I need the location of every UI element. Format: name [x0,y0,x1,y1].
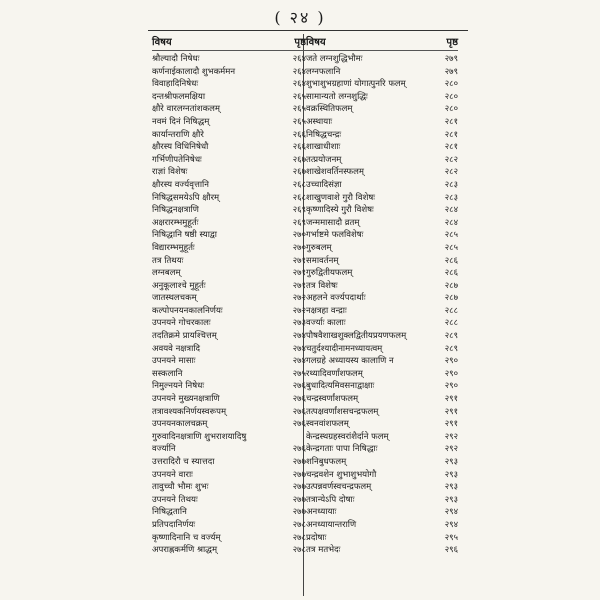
entry-subject: उपनयनकालचक्रम् [152,419,208,430]
entry-subject: वर्ज्याः कालाः [306,318,346,329]
entry-subject: केन्द्रस्थग्रहस्वरांशैर्दाने फलम् [306,431,389,442]
entry-subject: सस्कलानि [152,368,183,379]
entry-subject: क्षौरस्य विधिनिषेधौ [152,142,209,153]
entry-page-number: २८६ [444,268,458,279]
entry-subject: गुरुद्वितीयफलम् [306,268,353,279]
index-entry [152,267,306,280]
entry-page-number: २७२ [292,293,306,304]
entry-page-number: २८० [444,79,458,90]
index-entry [306,280,458,293]
entry-subject: क्षौरस्य वर्ज्यवृत्तानि [152,179,209,190]
entry-subject: क्षौरे वारलग्नतांशकलम् [152,104,220,115]
entry-subject: जन्ममासादौ व्रतम् [306,217,360,228]
entry-page-number: २७५ [292,368,306,379]
index-entry [306,217,458,230]
entry-subject: प्रदोषाः [306,532,327,543]
entry-page-number: २७७ [292,469,306,480]
index-entry [152,292,306,305]
entry-subject: स्वनवांशफलम् [306,419,349,430]
entry-page-number: २६६ [292,129,306,140]
entry-page-number: २८१ [444,116,458,127]
index-entry [306,456,458,469]
entry-subject: शनिबुधफलम् [306,457,347,467]
entry-page-number: २६८ [292,179,306,190]
left-column-header [152,36,306,51]
entry-page-number: २६६ [292,142,306,153]
entry-subject: तत्रावश्यकनिर्णयस्वरूपम् [152,406,227,417]
entry-page-number: २७७ [292,494,306,505]
entry-page-number: २७१ [292,268,306,279]
entry-subject: वक्रस्थितिफलम् [306,104,353,115]
entry-page-number: २६७ [292,167,306,178]
entry-subject: अनध्यायान्तराणि [306,519,357,530]
entry-page-number: २९२ [444,444,458,455]
entry-page-number: २६४ [292,66,306,77]
index-entry [152,242,306,255]
entry-page-number: २७६ [292,394,306,405]
entry-page-number: २९३ [444,494,458,505]
index-entry [306,53,458,66]
entry-page-number: २६७ [292,154,306,165]
entry-page-number: २६५ [292,116,306,127]
entry-page-number: २७८ [292,532,306,543]
left-column [152,36,306,557]
entry-page-number: २८२ [444,154,458,165]
index-entry [152,380,306,393]
entry-page-number: २७९ [444,66,458,77]
index-entry [306,393,458,406]
entry-page-number: २७४ [292,356,306,367]
page-number: ( २४ ) [274,8,326,27]
index-entry [306,506,458,519]
entry-page-number: २९४ [444,519,458,530]
index-entry [306,78,458,91]
entry-page-number: २९३ [444,482,458,493]
entry-subject: गर्भिणीपतेनिषेधः [152,154,202,165]
index-entry [152,141,306,154]
index-entry [306,179,458,192]
entry-subject: उपनयने मुख्यनक्षत्राणि [152,394,220,405]
entry-subject: जातस्थलचकम् [152,293,197,304]
index-entry [152,317,306,330]
index-entry [306,103,458,116]
entry-page-number: २९४ [444,507,458,518]
page-header: पृष्ठ [446,37,458,48]
entry-subject: समावर्तनम् [306,255,339,266]
entry-subject: शाखाधीशाः [306,142,341,153]
index-entry [152,166,306,179]
entry-page-number: २९१ [444,406,458,417]
index-entry [306,166,458,179]
entry-subject: कर्णनाईकालादौ शुभकर्ममन [152,66,236,77]
entry-subject: अहलने वर्ज्यपदार्थाः [306,293,366,304]
entry-subject: वर्ज्यानि [152,444,176,455]
entry-subject: चतुर्दश्यादीनामनध्यायत्वम् [306,343,383,354]
index-entry [306,267,458,280]
entry-subject: निषिद्धनक्षत्राणि [152,205,199,216]
right-column [306,36,458,557]
entry-page-number: २७७ [292,507,306,518]
entry-subject: कल्पोपनयनकालनिर्णयः [152,305,223,316]
entry-subject: विवाहादिनिषेधः [152,79,199,90]
entry-subject: निमुल्नयने निषेधः [152,381,205,392]
entry-subject: चन्द्रवशेन शुभाशुभयोगौ [306,469,377,480]
index-entry [306,116,458,129]
entry-page-number: २८८ [444,318,458,329]
index-entry [306,544,458,557]
entry-subject: चन्द्रस्वर्णांशफलम् [306,394,359,405]
entry-page-number: २७० [292,230,306,241]
index-entry [306,519,458,532]
entry-subject: शाखुणवाशे गुरौ विशेषः [306,192,375,203]
index-entry [306,494,458,507]
index-entry [306,330,458,343]
entry-page-number: २८० [444,104,458,115]
entry-page-number: २९१ [444,394,458,405]
index-entry [306,292,458,305]
index-entry [152,229,306,242]
index-entry [306,481,458,494]
entry-subject: केन्द्रगताः पापा निषिद्धाः [306,444,378,455]
entry-subject: लग्नफलानि [306,66,341,77]
entry-page-number: २९२ [444,431,458,442]
entry-page-number: २७६ [292,419,306,430]
entry-subject: उपनयने गोचरकालः [152,318,211,329]
index-entry [152,343,306,356]
index-entry [306,532,458,545]
entry-subject: तत्र तिथयः [152,255,184,266]
entry-subject: उत्पन्नवर्णस्वचन्द्रफलम् [306,482,372,493]
index-entry [306,154,458,167]
entry-subject: उत्तरादिरौ च स्यात्तदा [152,457,215,467]
page-header: पृष्ठ [294,37,306,48]
entry-page-number: २८१ [444,142,458,153]
entry-subject: कार्यान्तराणि क्षौरे [152,129,204,140]
index-entry [152,406,306,419]
entry-page-number: २८२ [444,167,458,178]
index-entry [306,317,458,330]
entry-page-number: २८७ [444,293,458,304]
index-entry [152,532,306,545]
entry-page-number: २७२ [292,305,306,316]
subject-header: विषय [306,37,326,48]
index-entry [306,431,458,444]
index-entry [152,494,306,507]
index-entry [152,91,306,104]
index-entry [306,418,458,431]
index-entry [152,280,306,293]
index-entry [152,519,306,532]
index-entry [152,456,306,469]
index-entry [306,141,458,154]
entry-subject: कृष्णादिनानि च वर्ज्यम् [152,532,221,543]
entry-page-number: २७७ [292,482,306,493]
entry-page-number: २६५ [292,104,306,115]
entry-page-number: २८६ [444,255,458,266]
entry-page-number: २८९ [444,343,458,354]
entry-page-number: २८५ [444,242,458,253]
index-entry [152,103,306,116]
entry-page-number: २६९ [292,217,306,228]
index-entry [306,192,458,205]
index-entry [306,443,458,456]
entry-page-number: २७३ [292,318,306,329]
entry-subject: नक्षत्रहा वन्द्राः [306,305,347,316]
index-entry [152,305,306,318]
entry-subject: तदतिक्रमे प्रायश्चित्तम् [152,331,217,342]
entry-subject: अवयवे नक्षत्रादि [152,343,200,354]
entry-subject: शाखेशवर्तिनस्फलम् [306,167,364,178]
index-entry [152,154,306,167]
index-entry [152,179,306,192]
entry-subject: बुधादित्यमिवसनाद्वाक्षाः [306,381,375,392]
entry-subject: तत्र मतभेदः [306,545,341,556]
index-entry [152,66,306,79]
index-entry [306,66,458,79]
entry-page-number: २७१ [292,255,306,266]
entry-subject: उपनयने मासाः [152,356,196,367]
entry-page-number: २८४ [444,205,458,216]
entry-page-number: २८० [444,91,458,102]
index-entry [152,355,306,368]
index-entry [152,431,306,444]
entry-subject: राज्ञां विशेषः [152,167,188,178]
top-rule [148,30,468,31]
entry-subject: गलग्रहे अध्यायस्य कालाणि न [306,356,394,367]
entry-page-number: २८७ [444,280,458,291]
entry-page-number: २७६ [292,444,306,455]
index-entry [306,229,458,242]
entry-page-number: २७६ [292,381,306,392]
entry-page-number: २९० [444,356,458,367]
index-entry [306,204,458,217]
entry-page-number: २७४ [292,343,306,354]
index-entry [152,469,306,482]
entry-page-number: २८४ [444,217,458,228]
entry-subject: सामान्यतो लग्नशुद्धिः [306,91,368,102]
entry-page-number: २७७ [292,457,306,467]
index-entry [306,91,458,104]
entry-subject: उपनयने तिथयः [152,494,198,505]
entry-subject: तावुच्चौ भौमः शुभः [152,482,209,493]
entry-page-number: २६४ [292,54,306,64]
entry-page-number: २६९ [292,205,306,216]
entry-page-number: २७८ [292,519,306,530]
entry-subject: लग्नबलम् [152,268,181,279]
entry-page-number: २९० [444,368,458,379]
index-entry [306,368,458,381]
index-entry [306,242,458,255]
entry-page-number: २९६ [444,545,458,556]
entry-subject: निषिद्धतानि [152,507,187,518]
index-entry [152,129,306,142]
index-entry [152,443,306,456]
entry-page-number: २६८ [292,192,306,203]
index-entry [306,380,458,393]
entry-page-number: २८१ [444,129,458,140]
entry-subject: नवमं दिनं निषिद्धम् [152,116,210,127]
index-entry [152,192,306,205]
entry-subject: अस्थायाः [306,116,333,127]
subject-header: विषय [152,37,172,48]
entry-subject: प्रतिपदानिर्णयः [152,519,196,530]
entry-page-number: २८८ [444,305,458,316]
index-entry [152,116,306,129]
index-entry [306,469,458,482]
entry-subject: निषिद्धसमयेऽपि क्षौरम् [152,192,220,203]
entry-subject: अनुकूलाश्चे मुहूर्तः [152,280,206,291]
left-entry-list [152,53,306,557]
entry-subject: श्रौल्यादौ निषेधः [152,54,200,64]
entry-page-number: २६४ [292,79,306,90]
entry-subject: अपराह्णकर्मणि श्राद्धम् [152,545,218,556]
entry-page-number: २९१ [444,419,458,430]
entry-page-number: २७० [292,242,306,253]
entry-subject: जते लग्नशुद्धिभौमः [306,54,363,64]
entry-page-number: २९३ [444,469,458,480]
entry-subject: रथ्यादिवर्णांशफलम् [306,368,363,379]
entry-subject: निषिद्धानि षष्ठी स्याद्वा [152,230,217,241]
entry-subject: शुभाशुभग्रहाणां योगात्पुनरि फलम् [306,79,406,90]
index-entry [152,544,306,557]
entry-subject: तत्रान्येऽपि दोषाः [306,494,355,505]
index-entry [152,481,306,494]
entry-subject: दन्तश्रीफलमक्षिया [152,91,206,102]
entry-subject: विद्यारम्भमुहूर्तः [152,242,195,253]
entry-page-number: २८३ [444,192,458,203]
index-entry [152,330,306,343]
index-entry [152,217,306,230]
index-entry [306,355,458,368]
entry-page-number: २७८ [292,545,306,556]
index-entry [306,406,458,419]
index-entry [306,129,458,142]
entry-subject: अक्षरारम्भमुहूर्तः [152,217,199,228]
index-entry [152,506,306,519]
entry-page-number: २७९ [444,54,458,64]
index-entry [306,343,458,356]
entry-page-number: २९० [444,381,458,392]
entry-page-number: २९५ [444,532,458,543]
index-entry [152,78,306,91]
right-column-header [306,36,458,51]
entry-subject: उच्चादिसंज्ञा [306,179,342,190]
entry-subject: तत्र विशेषः [306,280,338,291]
entry-subject: तत्पक्षवर्णांशसचन्द्रफलम् [306,406,379,417]
right-entry-list [306,53,458,557]
entry-page-number: २६५ [292,91,306,102]
index-entry [152,255,306,268]
entry-subject: तत्प्रयोजनम् [306,154,342,165]
entry-subject: गुरुबलम् [306,242,332,253]
entry-subject: अनध्यायाः [306,507,337,518]
entry-page-number: २७४ [292,331,306,342]
entry-page-number: २८९ [444,331,458,342]
entry-page-number: २९३ [444,457,458,467]
entry-subject: गुरुवादिनक्षत्राणि शुभराशयादिषु [152,431,247,442]
entry-page-number: २७६ [292,406,306,417]
index-entry [152,418,306,431]
index-entry [152,368,306,381]
entry-subject: उपनयने वाराः [152,469,193,480]
index-entry [306,305,458,318]
index-entry [152,393,306,406]
entry-subject: पौषवैशाखशुक्लद्वितीयप्रयणफलम् [306,331,407,342]
index-entry [152,204,306,217]
entry-page-number: २८३ [444,179,458,190]
entry-page-number: २७१ [292,280,306,291]
entry-page-number: २८५ [444,230,458,241]
entry-subject: निषिद्धचन्द्रः [306,129,342,140]
index-entry [306,255,458,268]
entry-subject: गर्भाष्टमे फलविशेषः [306,230,364,241]
index-entry [152,53,306,66]
entry-subject: कृष्णादिस्ये गुरौ विशेषः [306,205,374,216]
